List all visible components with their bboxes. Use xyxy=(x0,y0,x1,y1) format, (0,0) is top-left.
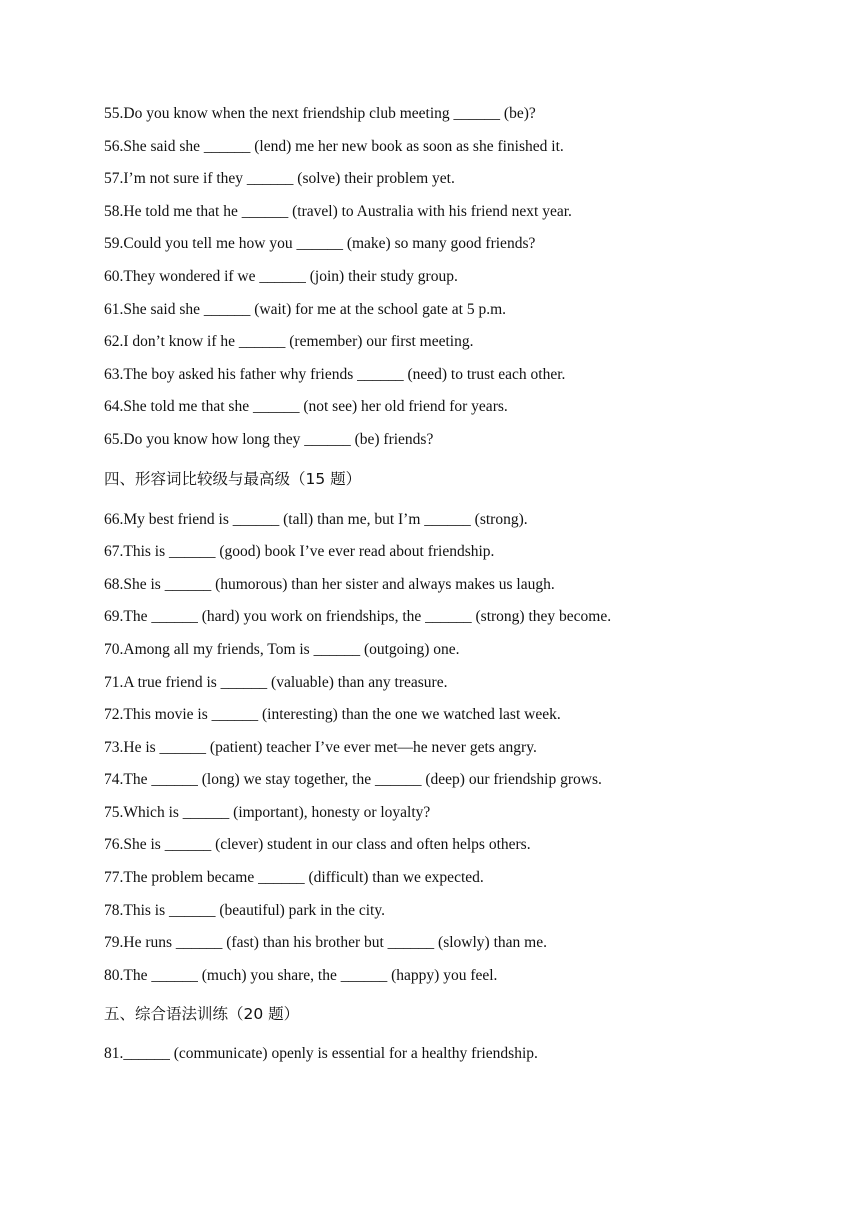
question-78: 78.This is ______ (beautiful) park in the city. xyxy=(104,901,385,919)
question-group-comparatives xyxy=(104,504,804,993)
question-70: 70.Among all my friends, Tom is ______ (outgoing) one. xyxy=(104,640,460,658)
question-61: 61.She said she ______ (wait) for me at the school gate at 5 p.m. xyxy=(104,300,507,318)
question-69: 69.The ______ (hard) you work on friendships, the ______ (strong) they become. xyxy=(104,608,612,626)
question-62: 62.I don’t know if he ______ (remember) our first meeting. xyxy=(104,333,474,351)
question-74: 74.The ______ (long) we stay together, the ______ (deep) our friendship grows. xyxy=(104,771,602,789)
question-57: 57.I’m not sure if they ______ (solve) their problem yet. xyxy=(104,170,455,188)
question-77: 77.The problem became ______ (difficult) than we expected. xyxy=(104,869,484,887)
question-63: 63.The boy asked his father why friends ______ (need) to trust each other. xyxy=(104,365,566,383)
question-80: 80.The ______ (much) you share, the ______ (happy) you feel. xyxy=(104,966,498,984)
question-56: 56.She said she ______ (lend) me her new book as soon as she finished it. xyxy=(104,137,564,155)
section-heading-grammar: 五、综合语法训练（20 题） xyxy=(104,1005,300,1024)
question-81: 81.______ (communicate) openly is essential for a healthy friendship. xyxy=(104,1045,538,1063)
question-group-grammar xyxy=(104,1038,804,1071)
question-73: 73.He is ______ (patient) teacher I’ve ever met—he never gets angry. xyxy=(104,738,537,756)
question-72: 72.This movie is ______ (interesting) than the one we watched last week. xyxy=(104,706,561,724)
question-68: 68.She is ______ (humorous) than her sister and always makes us laugh. xyxy=(104,575,555,593)
question-71: 71.A true friend is ______ (valuable) than any treasure. xyxy=(104,673,448,691)
question-59: 59.Could you tell me how you ______ (make) so many good friends? xyxy=(104,235,536,253)
question-65: 65.Do you know how long they ______ (be) friends? xyxy=(104,430,434,448)
question-group-tense xyxy=(104,98,804,457)
question-64: 64.She told me that she ______ (not see) her old friend for years. xyxy=(104,398,508,416)
question-79: 79.He runs ______ (fast) than his brother but ______ (slowly) than me. xyxy=(104,934,547,952)
question-55: 55.Do you know when the next friendship club meeting ______ (be)? xyxy=(104,105,536,122)
question-76: 76.She is ______ (clever) student in our class and often helps others. xyxy=(104,836,531,854)
question-66: 66.My best friend is ______ (tall) than me, but I’m ______ (strong). xyxy=(104,510,528,528)
question-58: 58.He told me that he ______ (travel) to Australia with his friend next year. xyxy=(104,202,572,220)
exercise-content xyxy=(104,98,804,1071)
section-heading-comparatives: 四、形容词比较级与最高级（15 题） xyxy=(104,469,362,488)
question-60: 60.They wondered if we ______ (join) their study group. xyxy=(104,267,458,285)
question-75: 75.Which is ______ (important), honesty or loyalty? xyxy=(104,803,431,821)
question-67: 67.This is ______ (good) book I’ve ever read about friendship. xyxy=(104,543,495,561)
